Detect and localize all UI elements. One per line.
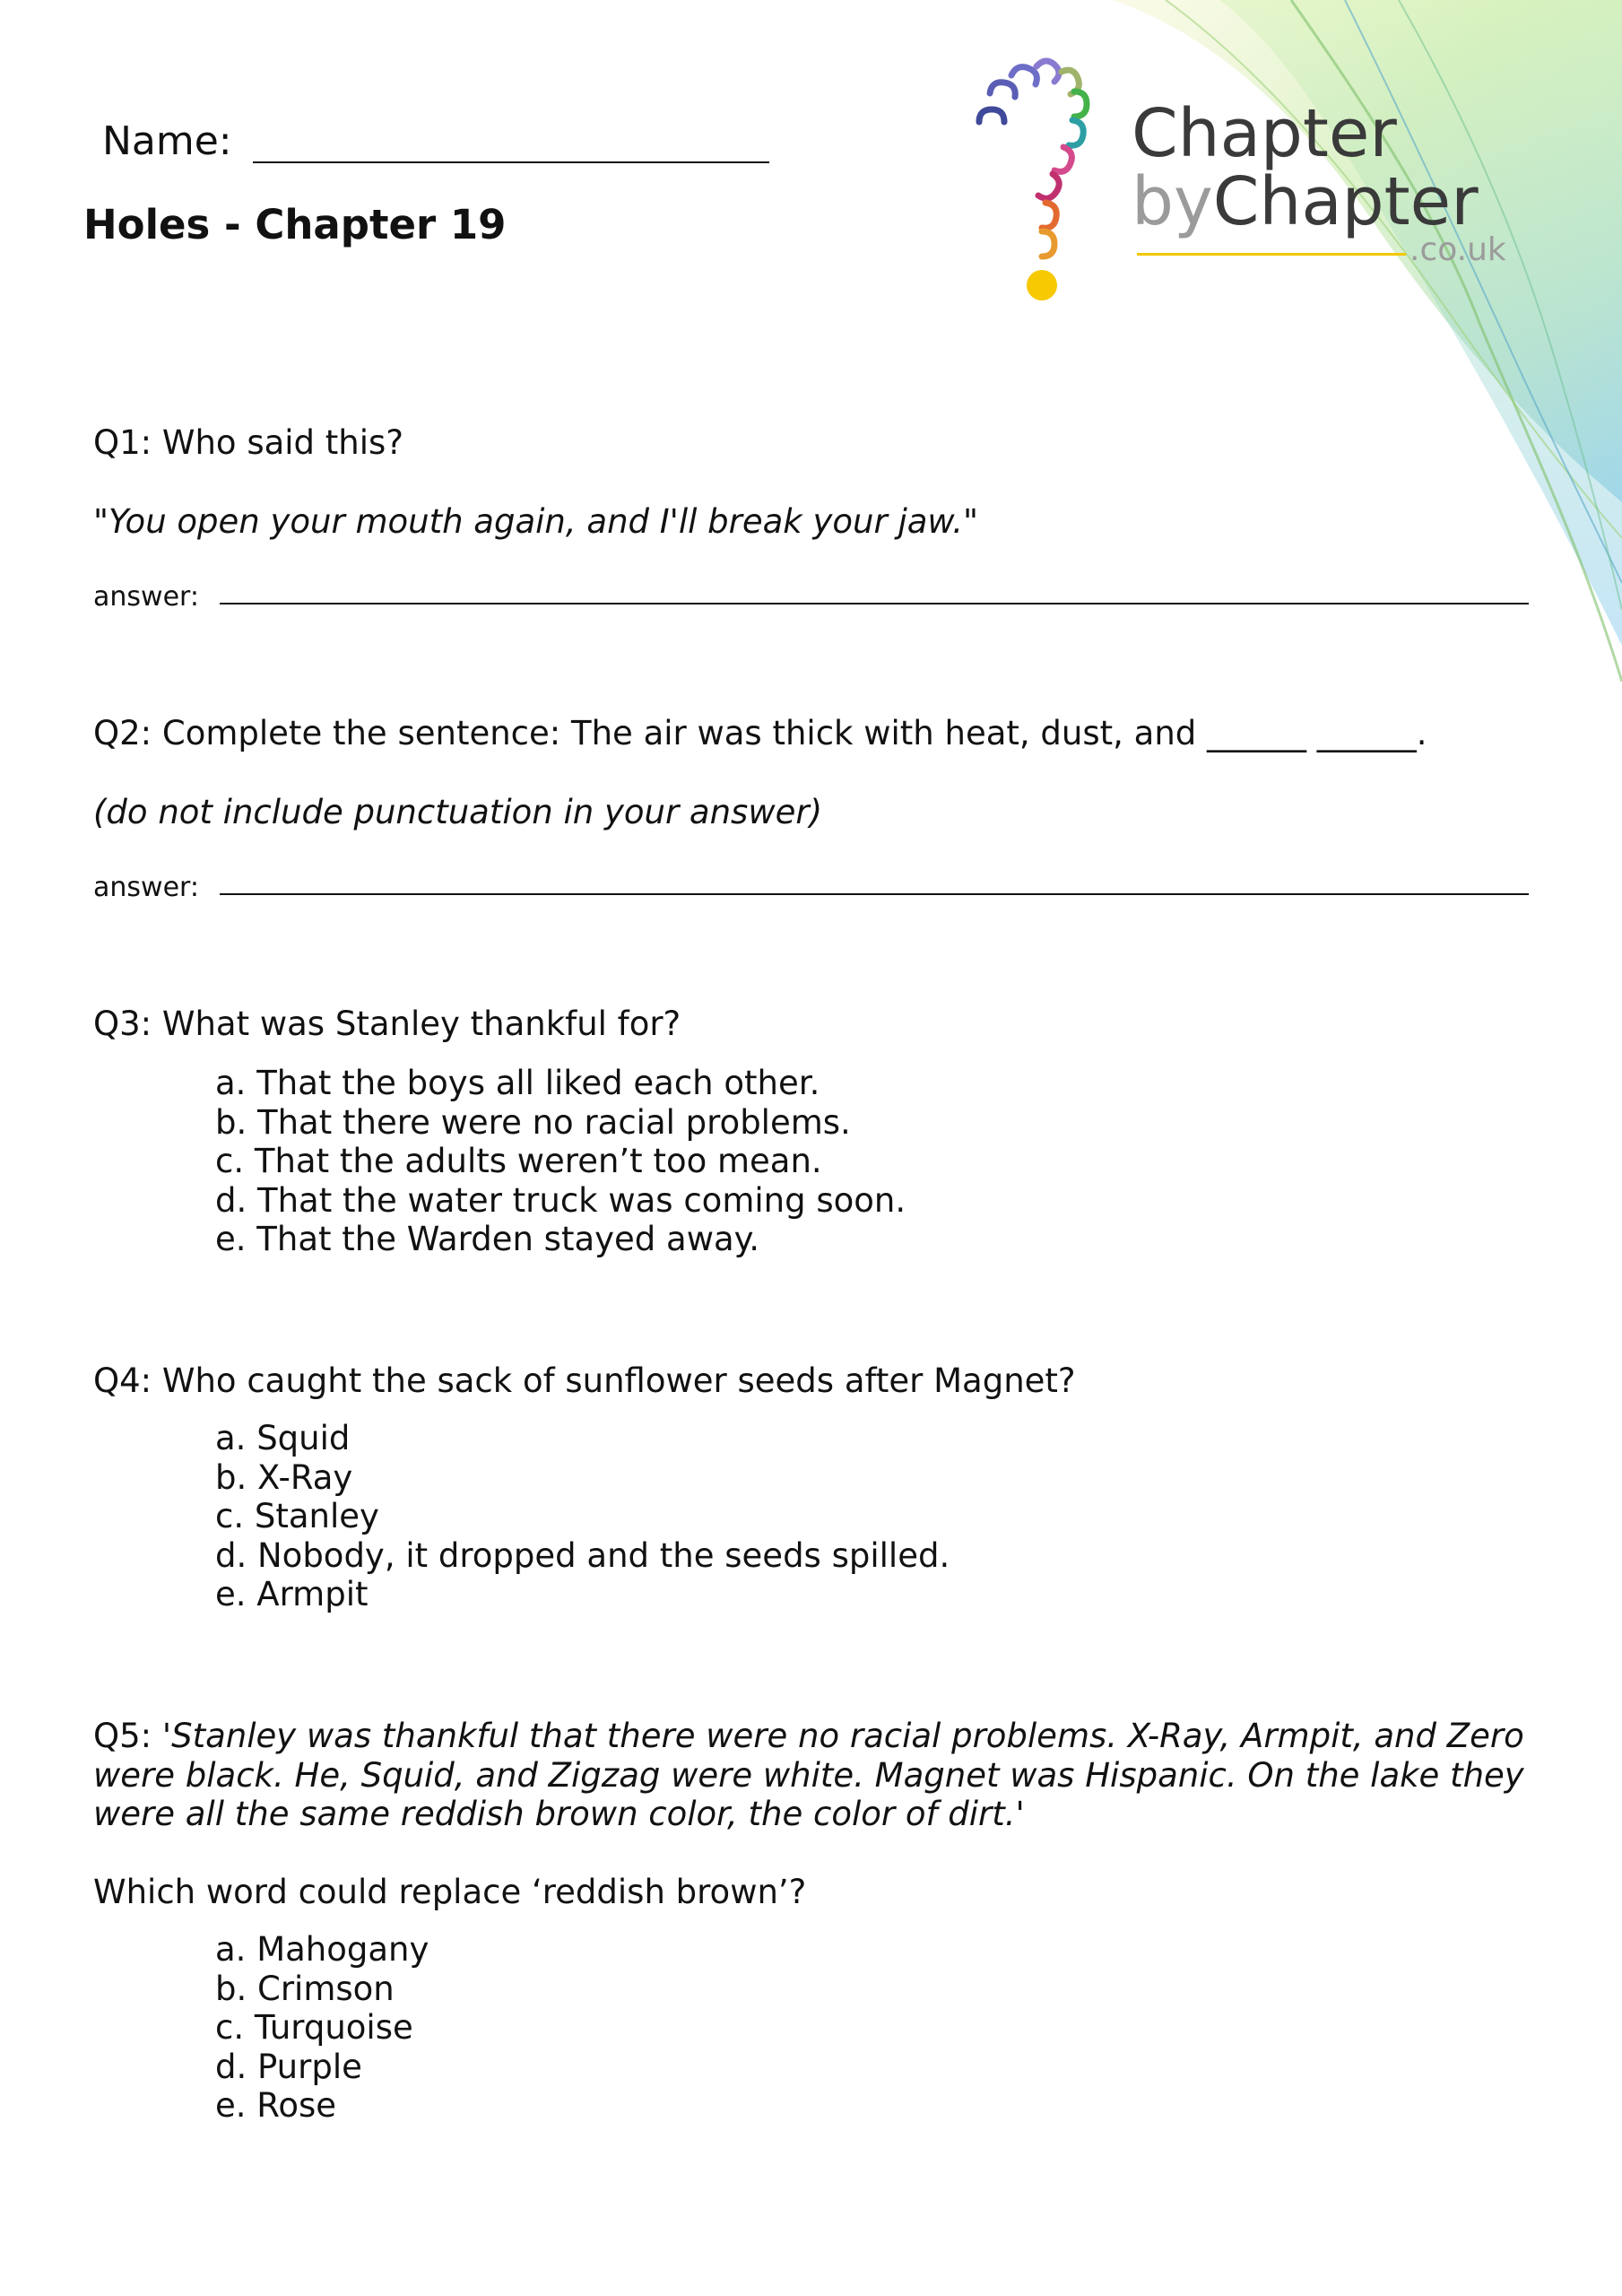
brand-underline — [1137, 253, 1406, 256]
q4-option-a[interactable]: a. Squid — [215, 1419, 351, 1457]
q5-option-b[interactable]: b. Crimson — [215, 1969, 395, 2008]
q1-answer-label: answer: — [93, 581, 199, 613]
q2-answer-label: answer: — [93, 872, 199, 903]
q1-prompt: Q1: Who said this? — [93, 423, 403, 462]
brand-name-line2: byChapter — [1132, 163, 1479, 240]
q2-note: (do not include punctuation in your answer) — [93, 793, 823, 831]
chapter-by-chapter-logo-icon — [959, 45, 1139, 314]
q3-option-e[interactable]: e. That the Warden stayed away. — [215, 1220, 760, 1258]
brand-tld: .co.uk — [1409, 231, 1506, 268]
q5-option-d[interactable]: d. Purple — [215, 2047, 362, 2086]
q3-option-a[interactable]: a. That the boys all liked each other. — [215, 1064, 820, 1102]
q5-option-e[interactable]: e. Rose — [215, 2086, 337, 2125]
q2-prompt: Q2: Complete the sentence: The air was thick with heat, dust, and ______ ______. — [93, 714, 1427, 752]
q4-prompt: Q4: Who caught the sack of sunflower seeds after Magnet? — [93, 1361, 1076, 1400]
q5-options — [215, 1930, 429, 2126]
q4-option-d[interactable]: d. Nobody, it dropped and the seeds spilled. — [215, 1535, 950, 1575]
q5-passage — [93, 1717, 1546, 1834]
q2-answer-line[interactable] — [220, 893, 1529, 895]
q3-prompt: Q3: What was Stanley thankful for? — [93, 1004, 681, 1043]
q4-options — [215, 1419, 950, 1614]
worksheet-title: Holes - Chapter 19 — [83, 201, 507, 248]
q4-option-e[interactable]: e. Armpit — [215, 1575, 369, 1613]
q3-options — [215, 1064, 906, 1259]
name-field-line[interactable] — [253, 161, 769, 163]
name-label: Name: — [102, 118, 232, 164]
q1-quote: "You open your mouth again, and I'll break your jaw." — [93, 502, 979, 541]
q5-prompt: Which word could replace ‘reddish brown’? — [93, 1873, 807, 1911]
q1-answer-line[interactable] — [220, 603, 1529, 604]
q4-option-b[interactable]: b. X-Ray — [215, 1457, 353, 1497]
q3-option-c[interactable]: c. That the adults weren’t too mean. — [215, 1142, 822, 1180]
q5-option-a[interactable]: a. Mahogany — [215, 1930, 429, 1969]
q3-option-d[interactable]: d. That the water truck was coming soon. — [215, 1180, 906, 1220]
q4-option-c[interactable]: c. Stanley — [215, 1497, 379, 1535]
q5-quote: 'Stanley was thankful that there were no racial problems. X-Ray, Armpit, and Zero were black. He, Squid, and Zigzag were white. Magnet was Hispanic. On the lake they were all the same reddish brown color, the color of dirt.' — [93, 1717, 1524, 1833]
q5-label: Q5: — [93, 1717, 152, 1755]
brand-name-line1: Chapter — [1132, 95, 1397, 172]
q5-option-c[interactable]: c. Turquoise — [215, 2008, 413, 2047]
q3-option-b[interactable]: b. That there were no racial problems. — [215, 1102, 851, 1142]
